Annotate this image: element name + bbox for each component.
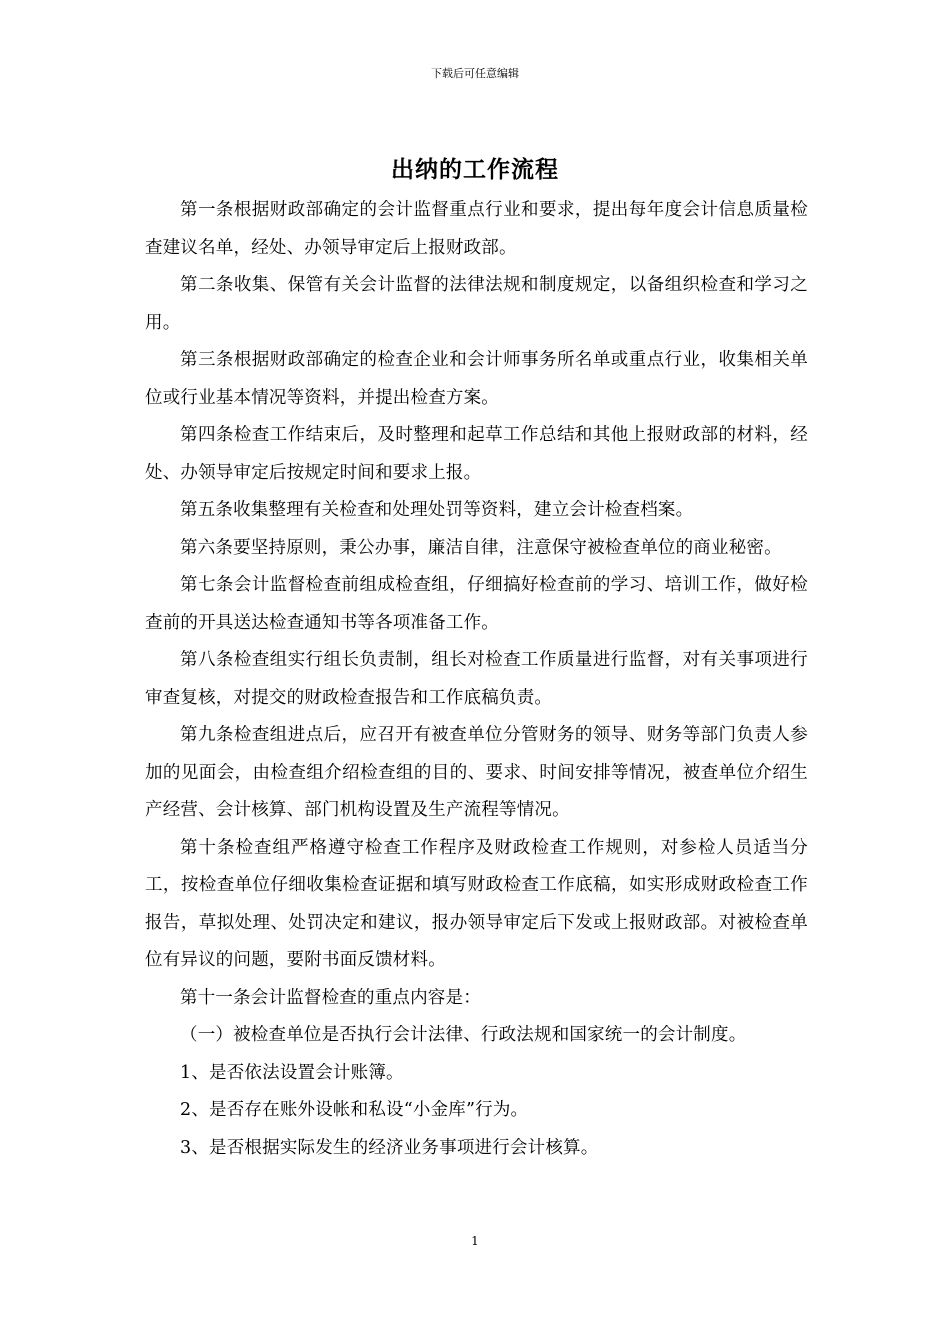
- paragraph-item-section-1: （一）被检查单位是否执行会计法律、行政法规和国家统一的会计制度。: [180, 1025, 747, 1045]
- paragraph-article-7: 第七条会计监督检查前组成检查组，仔细搞好检查前的学习、培训工作，做好检查前的开具送达检查通知书等各项准备工作。: [145, 575, 808, 633]
- paragraph-article-6: 第六条要坚持原则，秉公办事，廉洁自律，注意保守被检查单位的商业秘密。: [180, 537, 782, 558]
- document-title: 出纳的工作流程: [391, 156, 559, 183]
- paragraph-article-1: 第一条根据财政部确定的会计监督重点行业和要求，提出每年度会计信息质量检查建议名单，经处、办领导审定后上报财政部。: [145, 200, 808, 258]
- paragraph-article-2: 第二条收集、保管有关会计监督的法律法规和制度规定，以备组织检查和学习之用。: [145, 275, 808, 333]
- page-number: 1: [471, 1234, 479, 1248]
- paragraph-article-5: 第五条收集整理有关检查和处理处罚等资料，建立会计检查档案。: [180, 500, 694, 520]
- paragraph-item-3: 3、是否根据实际发生的经济业务事项进行会计核算。: [180, 1137, 599, 1158]
- paragraph-article-8: 第八条检查组实行组长负责制，组长对检查工作质量进行监督，对有关事项进行审查复核，对提交的财政检查报告和工作底稿负责。: [145, 650, 808, 708]
- paragraph-article-11: 第十一条会计监督检查的重点内容是：: [180, 987, 481, 1008]
- paragraph-article-10: 第十条检查组严格遵守检查工作程序及财政检查工作规则，对参检人员适当分工，按检查单位仔细收集检查证据和填写财政检查工作底稿，如实形成财政检查工作报告，草拟处理、处罚决定和建议，报办领导审定后下发或上报财政部。对被检查单位有异议的问题，要附书面反馈材料。: [145, 837, 808, 970]
- paragraph-article-9: 第九条检查组进点后，应召开有被查单位分管财务的领导、财务等部门负责人参加的见面会，由检查组介绍检查组的目的、要求、时间安排等情况，被查单位介绍生产经营、会计核算、部门机构设置及生产流程等情况。: [145, 725, 808, 820]
- paragraph-item-1: 1、是否依法设置会计账簿。: [180, 1062, 404, 1083]
- paragraph-article-4: 第四条检查工作结束后，及时整理和起草工作总结和其他上报财政部的材料，经处、办领导审定后按规定时间和要求上报。: [145, 425, 808, 483]
- paragraph-article-3: 第三条根据财政部确定的检查企业和会计师事务所名单或重点行业，收集相关单位或行业基本情况等资料，并提出检查方案。: [145, 350, 808, 408]
- header-note: 下载后可任意编辑: [431, 67, 519, 80]
- paragraph-item-2: 2、是否存在账外设帐和私设“小金库”行为。: [180, 1100, 529, 1120]
- document-body: [145, 192, 808, 1167]
